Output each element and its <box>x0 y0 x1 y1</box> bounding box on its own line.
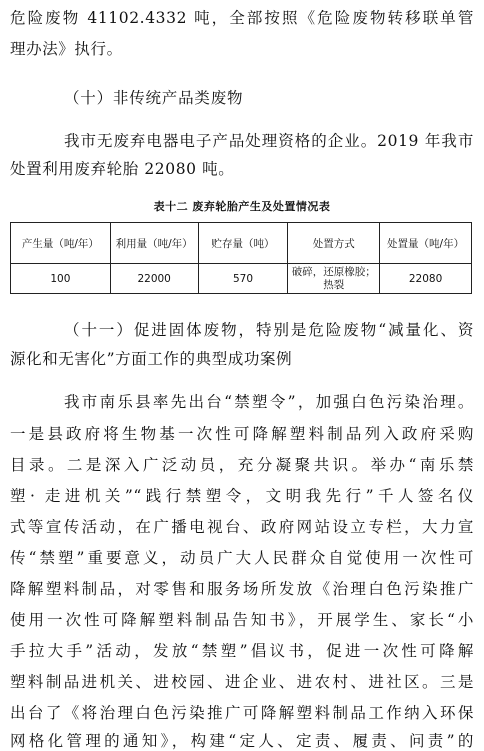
table-cell: 22000 <box>110 264 198 294</box>
table-cell: 100 <box>11 264 111 294</box>
column-header: 产生量（吨/年） <box>11 223 111 264</box>
paragraph-line: 我市无废弃电器电子产品处理资格的企业。2019 年我市 <box>64 132 474 150</box>
table-cell: 22080 <box>380 264 472 294</box>
table-header-row <box>11 223 472 264</box>
paragraph-line: 使用一次性可降解塑料制品告知书》，开展学生、家长“小 <box>10 611 474 629</box>
paragraph-line: 网格化管理的通知》，构建“定人、定责、履责、问责”的 <box>10 732 474 750</box>
section-heading-11-line: （十一）促进固体废物，特别是危险废物“减量化、资 <box>64 321 474 339</box>
column-header: 处置量（吨/年） <box>380 223 472 264</box>
column-header: 处置方式 <box>288 223 380 264</box>
paragraph-line: 塑料制品进机关、进校园、进企业、进农村、进社区。三是 <box>10 673 474 691</box>
paragraph-line: 出台了《将治理白色污染推广可降解塑料制品工作纳入环保 <box>10 704 474 722</box>
paragraph-line: 危险废物 41102.4332 吨，全部按照《危险废物转移联单管 <box>10 9 474 27</box>
table-caption: 表十二 废弃轮胎产生及处置情况表 <box>153 200 331 213</box>
table-cell: 570 <box>198 264 288 294</box>
paragraph-line: 处置利用废弃轮胎 22080 吨。 <box>10 160 235 178</box>
paragraph-line: 目录。二是深入广泛动员，充分凝聚共识。举办“南乐禁 <box>10 456 474 474</box>
paragraph-line: 理办法》执行。 <box>10 40 123 58</box>
column-header: 利用量（吨/年） <box>110 223 198 264</box>
paragraph-line: 手拉大手”活动，发放“禁塑”倡议书，促进一次性可降解 <box>10 642 474 660</box>
paragraph-line: 降解塑料制品，对零售和服务场所发放《治理白色污染推广 <box>10 580 474 598</box>
tire-waste-table <box>10 222 472 294</box>
paragraph-line: 传“禁塑”重要意义，动员广大人民群众自觉使用一次性可 <box>10 549 474 567</box>
column-header: 贮存量（吨） <box>198 223 288 264</box>
paragraph-line: 我市南乐县率先出台“禁塑令”，加强白色污染治理。 <box>64 393 474 411</box>
section-heading-10: （十）非传统产品类废物 <box>64 89 244 107</box>
section-heading-11-line: 源化和无害化”方面工作的典型成功案例 <box>10 350 293 368</box>
table-row <box>11 264 472 294</box>
paragraph-line: 一是县政府将生物基一次性可降解塑料制品列入政府采购 <box>10 425 474 443</box>
table-cell: 破碎，还原橡胶；热裂 <box>288 264 380 294</box>
paragraph-line: 塑· 走进机关”“践行禁塑令，文明我先行”千人签名仪 <box>10 487 474 505</box>
paragraph-line: 式等宣传活动，在广播电视台、政府网站设立专栏，大力宣 <box>10 518 474 536</box>
